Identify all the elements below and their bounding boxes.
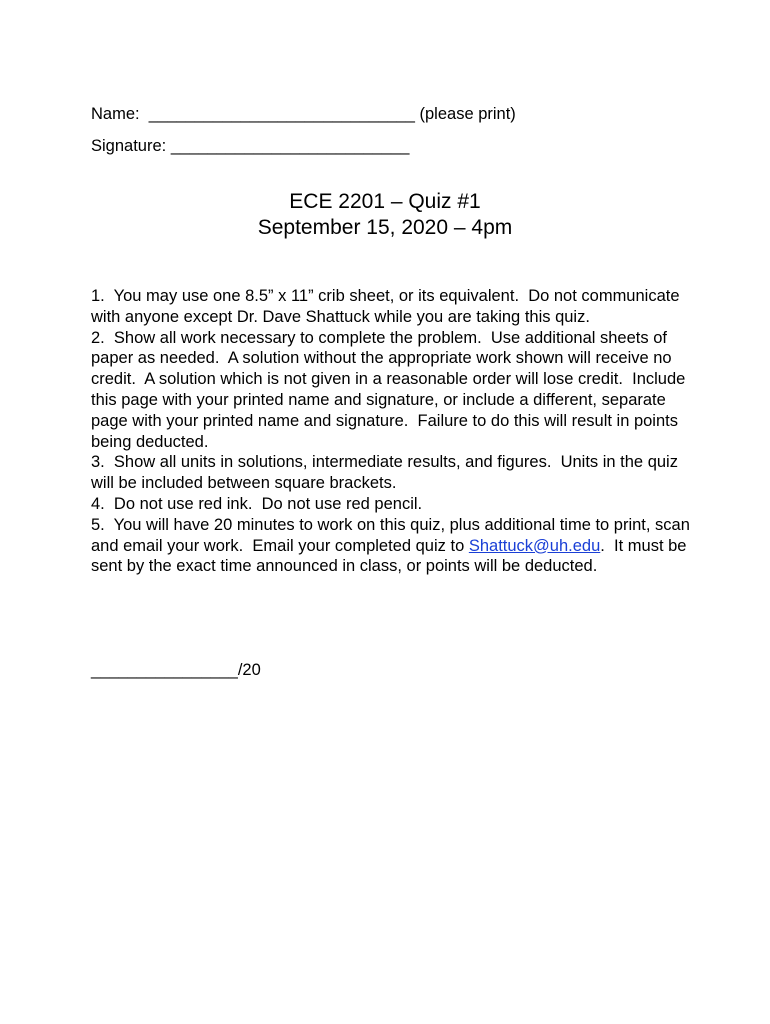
name-label: Name: xyxy=(91,105,140,123)
instruction-item-4: 4. Do not use red ink. Do not use red pencil. xyxy=(91,494,423,513)
quiz-date: September 15, 2020 – 4pm xyxy=(257,216,513,239)
score-blank: ________________ xyxy=(91,661,238,679)
name-note: (please print) xyxy=(419,105,516,123)
instruction-item-2: 2. Show all work necessary to complete the problem. Use additional sheets of paper as needed. A solution without the appropriate work shown will receive no credit. A solution which is not given in a reasonable order will lose credit. Include this page with your printed name and signature, or include a different, separate page with your printed name and signature. Failure to do this will result in points being deducted. xyxy=(91,328,690,451)
name-blank: _____________________________ xyxy=(148,105,415,123)
score-line xyxy=(91,660,261,680)
instruction-item-5 xyxy=(91,515,695,577)
signature-label: Signature: xyxy=(91,137,167,155)
instruction-item-5-tail: . It must be sent by the exact time announced in class, or points will be deducted. xyxy=(91,536,692,576)
instruction-item-1: 1. You may use one 8.5” x 11” crib sheet, or its equivalent. Do not communicate with anyone except Dr. Dave Shattuck while you are taking this quiz. xyxy=(91,287,685,326)
instruction-item-3: 3. Show all units in solutions, intermediate results, and figures. Units in the quiz will be included between square brackets. xyxy=(91,453,683,493)
score-total: /20 xyxy=(237,661,261,679)
instruction-item-5-text: 5. You will have 20 minutes to work on this quiz, plus additional time to print, scan and email your work. Email your completed quiz to xyxy=(91,515,695,555)
email-link[interactable]: Shattuck@uh.edu xyxy=(468,536,601,555)
signature-line xyxy=(91,136,409,156)
quiz-title: ECE 2201 – Quiz #1 xyxy=(289,190,481,213)
signature-blank: __________________________ xyxy=(170,137,410,155)
instructions xyxy=(91,286,695,577)
name-line xyxy=(91,104,516,124)
